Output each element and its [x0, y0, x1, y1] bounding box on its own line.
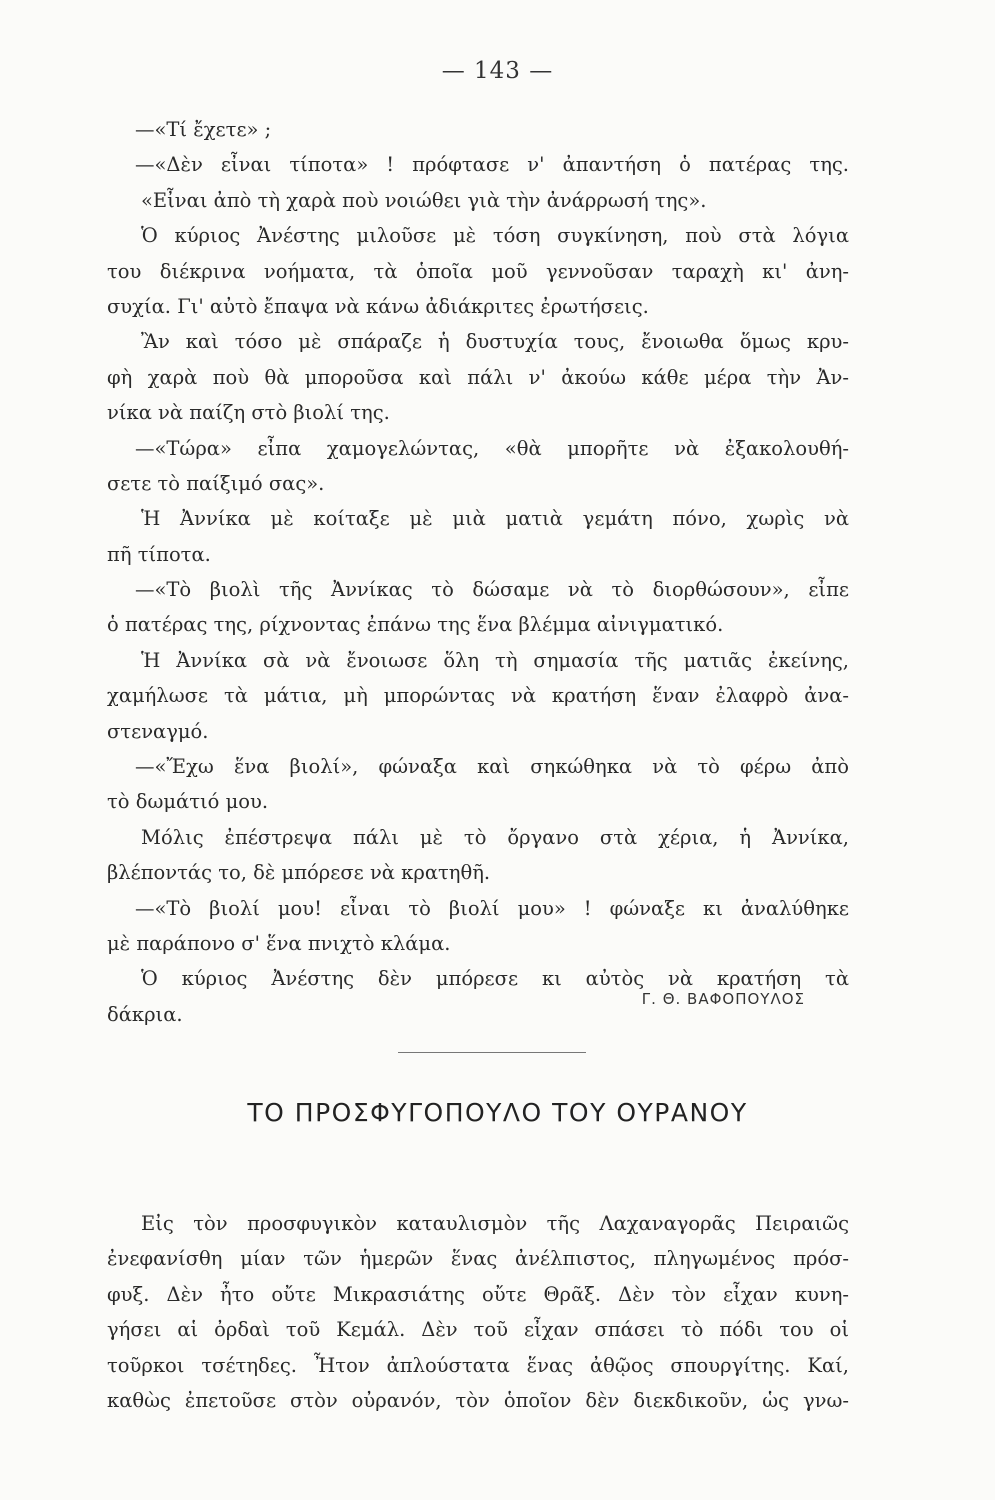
text-line: πῆ τίποτα.	[107, 542, 211, 566]
text-line: —«Δὲν εἶναι τίποτα» ! πρόφτασε ν' ἀπαντήση ὁ πατέρας της.	[135, 153, 849, 177]
text-line: —«Ἔχω ἕνα βιολί», φώναξα καὶ σηκώθηκα νὰ τὸ φέρω ἀπὸ	[135, 755, 849, 779]
text-line: Εἰς τὸν προσφυγικὸν καταυλισμὸν τῆς Λαχαναγορᾶς Πειραιῶς	[141, 1212, 849, 1235]
author-signature: Γ. Θ. ΒΑΦΟΠΟΥΛΟΣ	[641, 990, 805, 1008]
text-line: του διέκρινα νοήματα, τὰ ὁποῖα μοῦ γεννοῦσαν ταραχὴ κι' ἀνη-	[107, 259, 849, 283]
text-line: τὸ δωμάτιό μου.	[107, 790, 269, 814]
text-line: Μόλις ἐπέστρεψα πάλι μὲ τὸ ὄργανο στὰ χέρια, ἡ Ἀννίκα,	[141, 825, 849, 849]
text-line: —«Τὸ βιολί μου! εἶναι τὸ βιολί μου» ! φώναξε κι ἀναλύθηκε	[135, 896, 849, 920]
text-line: —«Τὸ βιολὶ τῆς Ἀννίκας τὸ δώσαμε νὰ τὸ διορθώσουν», εἶπε	[135, 578, 849, 602]
text-line: «Εἶναι ἀπὸ τὴ χαρὰ ποὺ νοιώθει γιὰ τὴν ἀνάρρωσή της».	[141, 188, 707, 212]
text-line: δάκρια.	[107, 1002, 183, 1026]
section-title: ΤΟ ΠΡΟΣΦΥΓΟΠΟΥΛΟ ΤΟΥ ΟΥΡΑΝΟΥ	[247, 1098, 748, 1127]
text-line: ὁ πατέρας της, ρίχνοντας ἐπάνω της ἕνα βλέμμα αἰνιγματικό.	[107, 613, 724, 637]
text-line: Ἂν καὶ τόσο μὲ σπάραζε ἡ δυστυχία τους, ἔνοιωθα ὅμως κρυ-	[141, 330, 849, 354]
text-line: μὲ παράπονο σ' ἕνα πνιχτὸ κλάμα.	[107, 931, 451, 955]
text-line: Ἡ Ἀννίκα σὰ νὰ ἔνοιωσε ὅλη τὴ σημασία τῆς ματιᾶς ἐκείνης,	[141, 648, 849, 672]
text-line: φὴ χαρὰ ποὺ θὰ μποροῦσα καὶ πάλι ν' ἀκούω κάθε μέρα τὴν Ἀν-	[107, 365, 849, 389]
text-line: συχία. Γι' αὐτὸ ἔπαψα νὰ κάνω ἀδιάκριτες ἐρωτήσεις.	[107, 294, 649, 318]
text-line: φυξ. Δὲν ἦτο οὔτε Μικρασιάτης οὔτε Θρᾶξ. Δὲν τὸν εἶχαν κυνη-	[107, 1282, 849, 1306]
text-line: Ὁ κύριος Ἀνέστης δὲν μπόρεσε κι αὐτὸς νὰ κρατήση τὰ	[141, 967, 849, 991]
new-story-opening	[107, 1206, 849, 1418]
text-line: —«Τί ἔχετε» ;	[135, 118, 272, 141]
text-line: χαμήλωσε τὰ μάτια, μὴ μπορώντας νὰ κρατήση ἕναν ἐλαφρὸ ἀνα-	[107, 684, 849, 708]
text-line: σετε τὸ παίξιμό σας».	[107, 471, 325, 495]
text-line: τοῦρκοι τσέτηδες. Ἦτον ἀπλούστατα ἕνας ἀθῷος σπουργίτης. Καί,	[107, 1353, 849, 1377]
page-number: — 143 —	[441, 58, 554, 84]
text-line: νίκα νὰ παίζη στὸ βιολί της.	[107, 401, 390, 425]
story-ending	[107, 112, 849, 1032]
text-line: γήσει αἱ ὀρδαὶ τοῦ Κεμάλ. Δὲν τοῦ εἶχαν σπάσει τὸ πόδι του οἱ	[107, 1318, 849, 1342]
text-line: βλέποντάς το, δὲ μπόρεσε νὰ κρατηθῆ.	[107, 861, 491, 885]
text-line: Ἡ Ἀννίκα μὲ κοίταξε μὲ μιὰ ματιὰ γεμάτη πόνο, χωρὶς νὰ	[141, 507, 849, 531]
section-divider	[398, 1052, 586, 1053]
text-line: Ὁ κύριος Ἀνέστης μιλοῦσε μὲ τόση συγκίνηση, ποὺ στὰ λόγια	[141, 224, 849, 248]
text-line: ἐνεφανίσθη μίαν τῶν ἡμερῶν ἕνας ἀνέλπιστος, πληγωμένος πρόσ-	[107, 1247, 849, 1271]
text-line: στεναγμό.	[107, 719, 209, 743]
text-line: —«Τώρα» εἶπα χαμογελώντας, «θὰ μπορῆτε νὰ ἐξακολουθή-	[135, 436, 849, 460]
text-line: καθὼς ἐπετοῦσε στὸν οὐρανόν, τὸν ὁποῖον δὲν διεκδικοῦν, ὡς γνω-	[107, 1388, 849, 1412]
